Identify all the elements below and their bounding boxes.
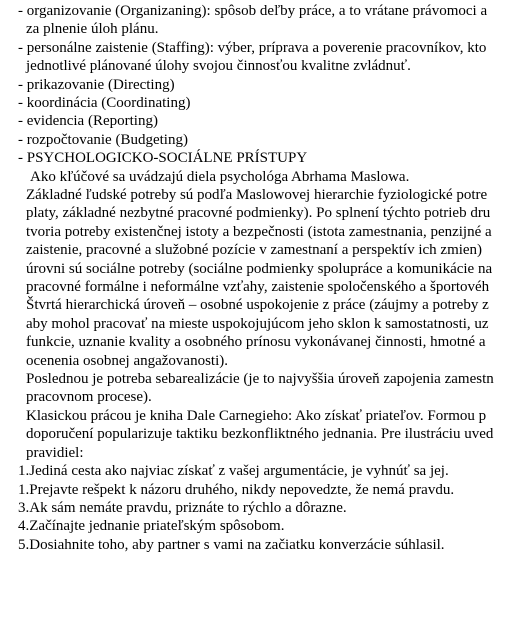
paragraph-maslow-line: platy, základné nezbytné pracovné podmienky). Po splnení týchto potrieb dru	[26, 205, 491, 221]
paragraph-sebarealizacia: Poslednou je potreba sebarealizácie (je to najvyššia úroveň zapojenia zamestn	[26, 371, 494, 387]
bullet-personalne-zaistenie-cont: jednotlivé plánované úlohy svojou činnosťou kvalitne zvládnuť.	[26, 58, 411, 74]
bullet-evidencia: - evidencia (Reporting)	[18, 113, 158, 129]
paragraph-maslow-line: tvoria potreby existenčnej istoty a bezpečnosti (istota zamestnania, penzijné a	[26, 224, 492, 240]
rule-list-item: 3.Ak sám nemáte pravdu, priznáte to rýchlo a dôrazne.	[18, 500, 347, 516]
paragraph-maslow-line: ocenenia osobnej angažovanosti).	[26, 353, 229, 369]
paragraph-carnegie-cont: doporučení popularizuje taktiku bezkonfliktného jednania. Pre ilustráciu uved	[26, 426, 494, 442]
section-heading-psychologicko-socialne: - PSYCHOLOGICKO-SOCIÁLNE PRÍSTUPY	[18, 150, 308, 166]
paragraph-maslow-line: Štvrtá hierarchická úroveň – osobné uspokojenie z práce (záujmy a potreby z	[26, 297, 489, 313]
rule-list-item: 1.Jediná cesta ako najviac získať z vašej argumentácie, je vyhnúť sa jej.	[18, 463, 449, 479]
rule-list-item: 1.Prejavte rešpekt k názoru druhého, nikdy nepovedzte, že nemá pravdu.	[18, 482, 455, 498]
bullet-koordinacia: - koordinácia (Coordinating)	[18, 95, 191, 111]
rule-list-item: 4.Začínajte jednanie priateľským spôsobom.	[18, 518, 285, 534]
bullet-personalne-zaistenie: - personálne zaistenie (Staffing): výber, príprava a poverenie pracovníkov, kto	[18, 40, 487, 56]
paragraph-maslow-line: aby mohol pracovať na mieste uspokojujúcom jeho sklon k samostatnosti, uz	[26, 316, 489, 332]
paragraph-maslow-line: pracovné formálne i neformálne vzťahy, zaistenie spoločenského a športovéh	[26, 279, 490, 295]
bullet-prikazovanie: - prikazovanie (Directing)	[18, 77, 175, 93]
paragraph-maslow-line: úrovni sú sociálne potreby (sociálne podmienky spolupráce a komunikácie na	[26, 261, 493, 277]
paragraph-maslow-line: funkcie, uznanie kvality a osobného prínosu vykonávanej činnosti, hmotné a	[26, 334, 486, 350]
rule-list-item: 5.Dosiahnite toho, aby partner s vami na začiatku konverzácie súhlasil.	[18, 537, 445, 553]
paragraph-maslow-line: zaistenie, pracovné a služobné pozície v zamestnaní a perspektív ich zmien)	[26, 242, 483, 258]
paragraph-maslow-line: Základné ľudské potreby sú podľa Maslowovej hierarchie fyziologické potre	[26, 187, 488, 203]
paragraph-sebarealizacia-cont: pracovnom procese).	[26, 389, 152, 405]
paragraph-maslow-intro: Ako kľúčové sa uvádzajú diela psychológa Abrhama Maslowa.	[30, 169, 410, 185]
paragraph-carnegie-cont: pravidiel:	[26, 445, 84, 461]
paragraph-carnegie: Klasickou prácou je kniha Dale Carnegieho: Ako získať priateľov. Formou p	[26, 408, 487, 424]
bullet-organizovanie-cont: za plnenie úloh plánu.	[26, 21, 159, 37]
bullet-organizovanie: - organizovanie (Organizaning): spôsob deľby práce, a to vrátane právomoci a	[18, 3, 488, 19]
bullet-rozpoctovanie: - rozpočtovanie (Budgeting)	[18, 132, 188, 148]
